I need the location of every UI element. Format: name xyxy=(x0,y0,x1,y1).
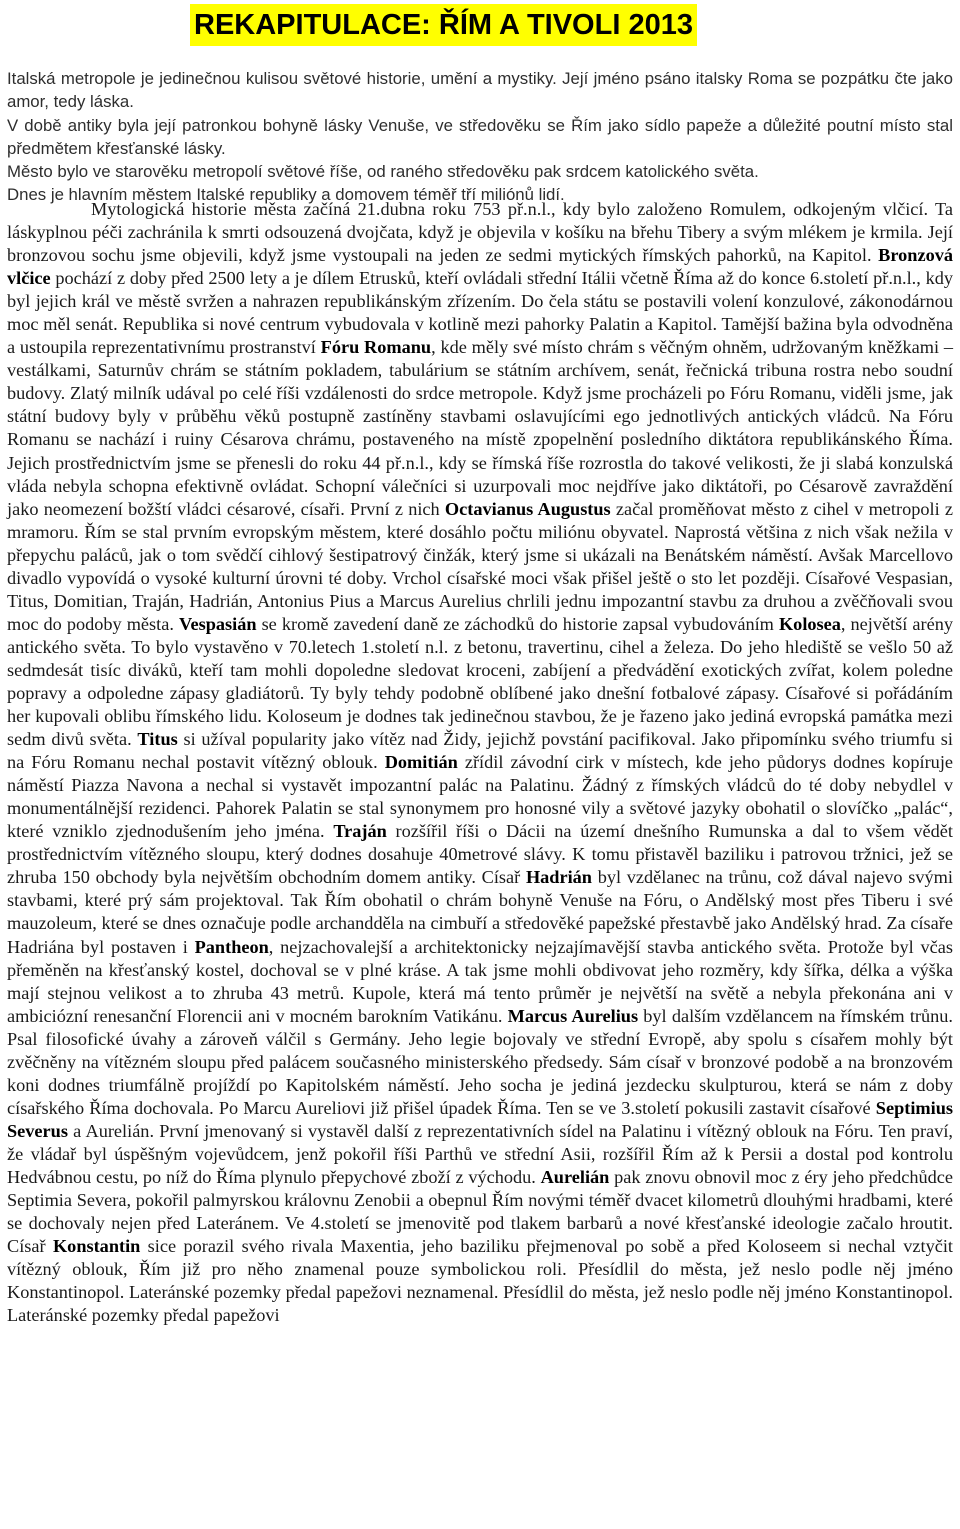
text-run: pochází z doby před 2500 lety a je dílem Etrusků, kteří ovládali střední Itálii včetně Říma až do konce 6.století př.n.l., kdy byl jejich král ve městě svržen a nahrazen republikánským zřízením. Do čela státu se postavili volení konzulové, zákonodárnou moc měl senát. Republika si nové centrum vybudovala v kotlině mezi pahorky Palatin a Kapitol. Tamější bažina byla odvodněna a ustoupila reprezentativnímu prostranství xyxy=(7,268,953,358)
intro-sentence-1: Italská metropole je jedinečnou kulisou světové historie, umění a mystiky. Její jméno psáno italsky Roma se pozpátku čte jako amor, tedy láska. xyxy=(7,69,953,112)
body-paragraph xyxy=(7,198,953,1327)
bold-term: Octavianus Augustus xyxy=(444,498,611,519)
bold-term: Traján xyxy=(333,821,387,842)
text-run: rozšířil říši o Dácii na území dnešního Rumunska a dal to všem vědět prostřednictvím vítězného sloupu, který dodnes dosahuje 40metrové slávy. K tomu přistavěl baziliku i patrovou tržnici, jež se zhruba 150 obchody byla největším obchodním domem antiky. Císař xyxy=(7,821,953,888)
bold-term: Vespasián xyxy=(178,613,257,634)
text-run: byl vzdělanec na trůnu, což dával najevo svými stavbami, které prý sám projektoval. Tak Řím obohatil o chrám bohyně Venuše na Fóru, o Andělský most přes Tiberu i své mauzoleum, které se dnes označuje podle archandděla na cimbuří a středověké papežské přestavbě jako Andělský hrad. Za císaře Hadriána byl postaven i xyxy=(7,867,953,957)
main-text xyxy=(7,198,953,1327)
bold-term: Fóru Romanu xyxy=(320,337,432,358)
bold-term: Konstantin xyxy=(52,1236,141,1257)
intro-sentence-4: Dnes je hlavním městem Italské republiky a domovem téměř tří miliónů lidí. xyxy=(7,185,565,205)
bold-term: Kolosea xyxy=(778,613,841,634)
bold-term: Septimius Severus xyxy=(7,1097,953,1141)
text-run: byl dalším vzdělancem na římském trůnu. Psal filosofické úvahy a zároveň válčil s Germány. Jeho legie bojovaly ve střední Evropě, aby spolu s císařem mohly být zvěčněny na vítězném sloupu před palácem současného ministerského předsedy. Sám císař v bronzové podobě a na bronzovém koni dodnes triumfálně projíždí po Kapitolském náměstí. Jeho socha je jediná jezdecku skulpturou, která se nám z doby císařského Říma dochovala. Po Marcu Aureliovi již přišel úpadek Říma. Ten se ve 3.století pokusili zastavit císařové xyxy=(7,1005,954,1118)
intro-sentence-3: Město bylo ve starověku metropolí světové říše, od raného středověku pak srdcem katolického světa. xyxy=(7,162,759,182)
bold-term: Titus xyxy=(137,729,178,750)
text-run: Mytologická historie města začíná 21.dubna roku 753 př.n.l., kdy bylo založeno Romulem, odkojeným vlčicí. Ta láskyplnou péči zachránila k smrti odsouzená dvojčata, když je objevila v košíku na břehu Tibery a svým mlékem je krmila. Její bronzovou sochu jsme objevili, když jsme vystoupali na jeden ze sedmi mytických římských pahorků, na Kapitol. xyxy=(7,199,953,266)
bold-term: Domitián xyxy=(384,752,458,773)
bold-term: Aurelián xyxy=(540,1166,610,1187)
text-run: a Aurelián. První jmenovaný si vystavěl další z reprezentativních sídel na Palatinu i vítězný oblouk na Fóru. Ten praví, že vládař byl úspěšným vojevůdcem, jenž pokořil říši Parthů ve střední Asii, rozšířil Řím až k Persii a dostal pod kontrolu Hedvábnou cestu, po níž do Říma plynulo přepychové zboží z východu. xyxy=(7,1120,953,1187)
text-run: pak znovu obnovil moc z éry jeho předchůdce Septimia Severa, pokořil palmyrskou královnu Zenobii a obepnul Řím novými téměř dvacet kilometrů dlouhými hradbami, které se dochovaly nejen před Lateránem. Ve 4.století se jmenovitě pod tlakem barbarů a nové křesťanské ideologie začalo hroutit. Císař xyxy=(7,1166,953,1257)
page-title: REKAPITULACE: ŘÍM A TIVOLI 2013 xyxy=(190,4,697,46)
text-run: , největší arény antického světa. To bylo vystavěno v 70.letech 1.století n.l. z betonu, travertinu, cihel a železa. Do jeho hlediště se vešlo 50 až sedmdesát tisíc diváků, kteří tam mohli dopoledne sledovat kroceni, zabíjení a předvádění exotických zvířat, kolem poledne popravy a odpoledne zápasy gladiátorů. Ty byly tehdy podobně oblíbené jako dnešní fotbalové zápasy. Císařové si pořádáním her kupovali oblibu římského lidu. Koloseum je dodnes tak jedinečnou stavbou, že je řazeno jako jediná evropská památka mezi sedm divů světa. xyxy=(7,613,954,750)
text-run: začal proměňovat město z cihel v metropoli z mramoru. Řím se stal prvním evropským městem, které dosáhlo počtu miliónu obyvatel. Naprostá většina z nich však nežila v přepychu paláců, jak o tom svědčí cihlový šestipatrový činžák, který jsme si ukázali na Benátském náměstí. Avšak Marcellovo divadlo vypovídá o vysoké kulturní úrovni té doby. Vrchol císařské moci však přišel ještě o sto let později. Císařové Vespasian, Titus, Domitian, Traján, Hadrián, Antonius Pius a Marcus Aurelius chrlili jednu impozantní stavbu za druhou a zvěčňovali svou moc do podoby města. xyxy=(7,498,954,634)
text-run: si užíval popularity jako vítěz nad Židy, jejichž povstání pacifikoval. Jako připomínku svého triumfu si na Fóru Romanu nechal postavit vítězný oblouk. xyxy=(7,729,953,773)
bold-term: Pantheon xyxy=(194,936,269,957)
bold-term: Hadrián xyxy=(525,867,592,888)
text-run: , kde měly své místo chrám s věčným ohněm, udržovaným kněžkami – vestálkami, Saturnův chrám se státním pokladem, tabulárium se státním archívem, senát, řečnická tribuna rostra nebo soudní budovy. Zlatý milník udával po celé říši vzdálenosti do srdce metropole. Když jsme procházeli po Fóru Romanu, viděli jsme, jak státní budovy byly v průběhu věků postupně zastíněny stavbami oslavujícími ego jednotlivých antických vládců. Na Fóru Romanu se nachází i ruiny Césarova chrámu, postaveného na místě zpopelnění posledního diktátora republikánského Říma. Jejich prostřednictvím jsme se přenesli do roku 44 př.n.l., kdy se římská říše rozrostla do takové velikosti, že ji slabá konzulská vláda nebyla schopna efektivně ovládat. Schopní válečníci si uzurpovali moc nejdříve jako diktátoři, po Césarově zavraždění jako neomezení božští vládci césarové, císaři. První z nich xyxy=(7,337,953,519)
text-run: , nejzachovalejší a architektonicky nejzajímavější stavba antického světa. Protože byl včas přeměněn na křesťanský kostel, dochoval se v plné kráse. A tak jsme mohli obdivovat jeho rozměry, kdy šířka, délka a výška mají stejnou velikost a to zhruba 43 metrů. Kupole, která má tento průměr je největší na světě a nebyla překonána ani v ambiciózní renesanční Florencii ani v mocném barokním Vatikánu. xyxy=(7,936,954,1026)
text-run: sice porazil svého rivala Maxentia, jeho baziliku přejmenoval po sobě a před Koloseem si nechal vztyčit vítězný oblouk, Řím již pro něho znamenal pouze symbolickou roli. Přesídlil do města, jež neslo podle něj jméno Konstantinopol. Lateránské pozemky předal papežovi xyxy=(7,1236,953,1303)
intro-sentence-2: V době antiky byla její patronkou bohyně lásky Venuše, ve středověku se Řím jako sídlo papeže a důležité poutní místo stal předmětem křesťanské lásky. xyxy=(7,115,953,158)
text-run: zřídil závodní cirk v místech, kde jeho půdorys dodnes kopíruje náměstí Piazza Navona a nechal si vystavět impozantní palác na Palatinu. Žádný z římských vládců do té doby nebydlel v monumentálnější rezidenci. Pahorek Palatin se stal synonymem pro honosné vily a světové jazyky obohatil o slovíčko „palác“, které vzniklo zjednodušením jeho jména. xyxy=(7,752,954,842)
bold-term: Marcus Aurelius xyxy=(507,1005,639,1026)
text-run: se kromě zavedení daně ze záchodků do historie zapsal vybudováním xyxy=(256,613,779,634)
intro-paragraph xyxy=(7,67,953,207)
bold-term: Bronzová vlčice xyxy=(7,245,953,289)
text-run: neznamenal. Přesídlil do města, jež neslo podle něj jméno Konstantinopol. Lateránské pozemky předal papežovi xyxy=(7,1282,953,1326)
